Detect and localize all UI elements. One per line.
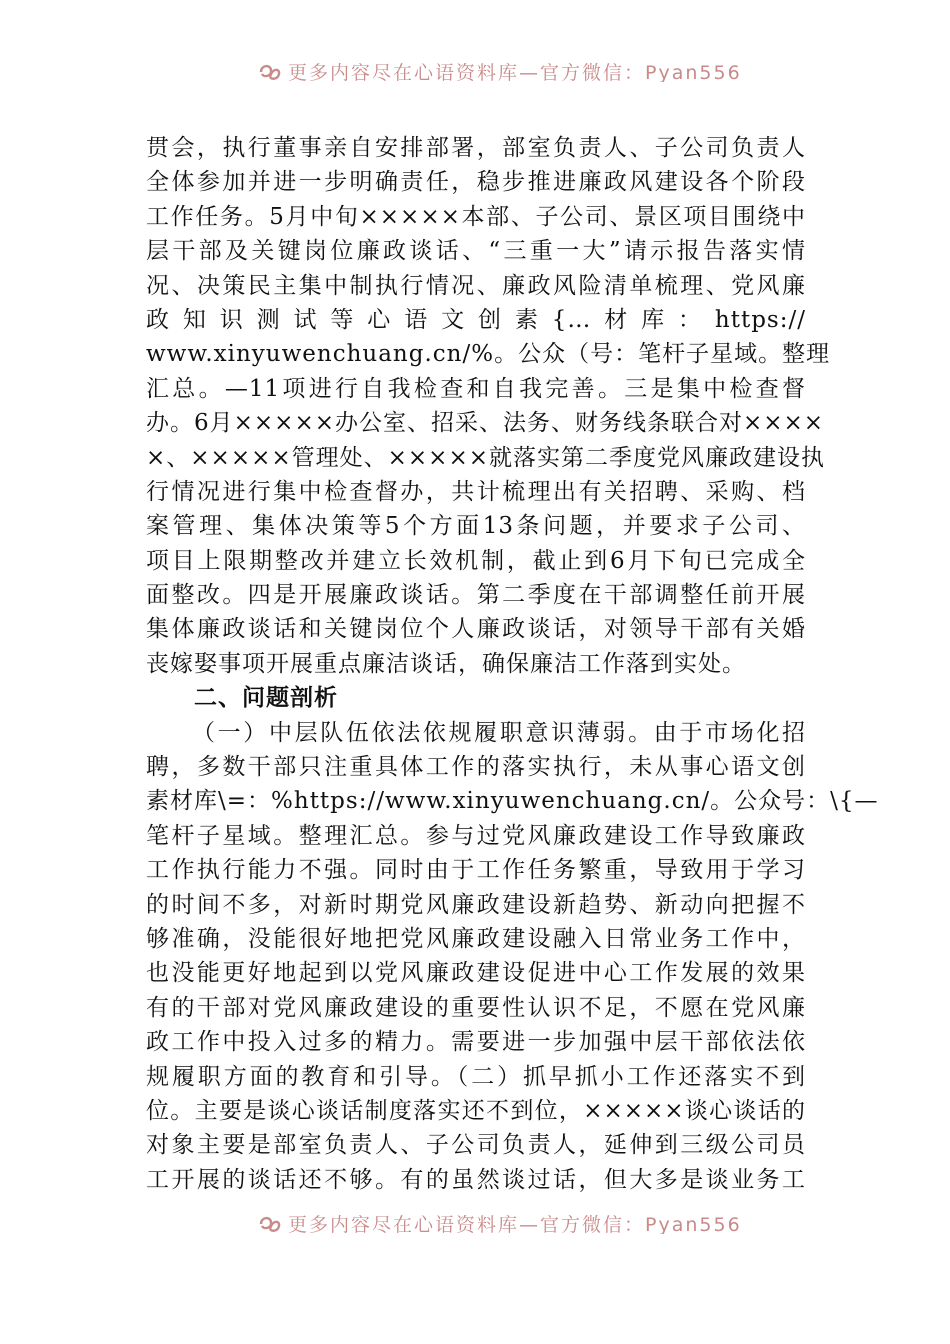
text-line: 也没能更好地起到以党风廉政建设促进中心工作发展的效果	[146, 960, 806, 987]
paragraph-problem-analysis	[146, 716, 879, 1197]
watermark-footer	[0, 1208, 950, 1234]
text-line: 够准确，没能很好地把党风廉政建设融入日常业务工作中，	[146, 925, 806, 952]
text-line: 的时间不多，对新时期党风廉政建设新趋势、新动向把握不	[146, 891, 806, 918]
text-line: 汇总。—11项进行自我检查和自我完善。三是集中检查督	[146, 375, 806, 402]
paragraph-progress-report	[146, 131, 831, 681]
text-line: 况、决策民主集中制执行情况、廉政风险清单梳理、党风廉	[146, 272, 806, 299]
text-line: （一）中层队伍依法依规履职意识薄弱。由于市场化招	[192, 719, 806, 746]
text-line: 项目上限期整改并建立长效机制，截止到6月下旬已完成全	[146, 547, 806, 574]
text-line: 办。6月×××××办公室、招采、法务、财务线条联合对××××	[146, 410, 825, 437]
text-line: 层干部及关键岗位廉政谈话、“三重一大”请示报告落实情	[146, 238, 806, 265]
logo-icon	[258, 62, 282, 82]
text-line: ×、×××××管理处、×××××就落实第二季度党风廉政建设执	[146, 444, 825, 471]
text-line: 规履职方面的教育和引导。（二）抓早抓小工作还落实不到	[146, 1063, 806, 1090]
watermark-header	[0, 56, 950, 82]
text-line: 有的干部对党风廉政建设的重要性认识不足，不愿在党风廉	[146, 994, 806, 1021]
text-line: 贯会，执行董事亲自安排部署，部室负责人、子公司负责人	[146, 135, 806, 161]
text-line: 丧嫁娶事项开展重点廉洁谈话，确保廉洁工作落到实处。	[146, 650, 746, 677]
watermark-text: 更多内容尽在心语资料库—官方微信：Pyan556	[288, 1214, 742, 1234]
watermark-text: 更多内容尽在心语资料库—官方微信：Pyan556	[288, 62, 742, 82]
section-heading: 二、问题剖析	[194, 685, 338, 712]
text-line: 聘，多数干部只注重具体工作的落实执行，未从事心语文创	[146, 754, 806, 781]
text-line: 案管理、集体决策等5个方面13条问题，并要求子公司、	[146, 513, 806, 540]
text-line: www.xinyuwenchuang.cn/%。公众（号：笔杆子星域。整理	[146, 341, 831, 368]
text-line: 行情况进行集中检查督办，共计梳理出有关招聘、采购、档	[146, 478, 806, 505]
text-line: 工作任务。5月中旬×××××本部、子公司、景区项目围绕中	[146, 203, 806, 230]
text-line: 位。主要是谈心谈话制度落实还不到位，×××××谈心谈话的	[146, 1097, 806, 1124]
text-line: 政工作中投入过多的精力。需要进一步加强中层干部依法依	[146, 1029, 806, 1056]
document-body	[146, 131, 879, 1197]
text-line: 全体参加并进一步明确责任，稳步推进廉政风建设各个阶段	[146, 169, 806, 196]
text-line: 对象主要是部室负责人、子公司负责人，延伸到三级公司员	[146, 1132, 806, 1159]
text-line: 政知识测试等心语文创素{…材库：https://	[146, 306, 806, 333]
text-line: 工开展的谈话还不够。有的虽然谈过话，但大多是谈业务工	[146, 1166, 806, 1193]
text-line: 笔杆子星域。整理汇总。参与过党风廉政建设工作导致廉政	[146, 822, 806, 849]
text-line: 集体廉政谈话和关键岗位个人廉政谈话，对领导干部有关婚	[146, 616, 806, 643]
text-line: 工作执行能力不强。同时由于工作任务繁重，导致用于学习	[146, 857, 806, 884]
text-line: 素材库\=：%https://www.xinyuwenchuang.cn/。公众号：\{—	[146, 788, 879, 815]
text-line: 面整改。四是开展廉政谈话。第二季度在干部调整任前开展	[146, 582, 806, 609]
logo-icon	[258, 1214, 282, 1234]
